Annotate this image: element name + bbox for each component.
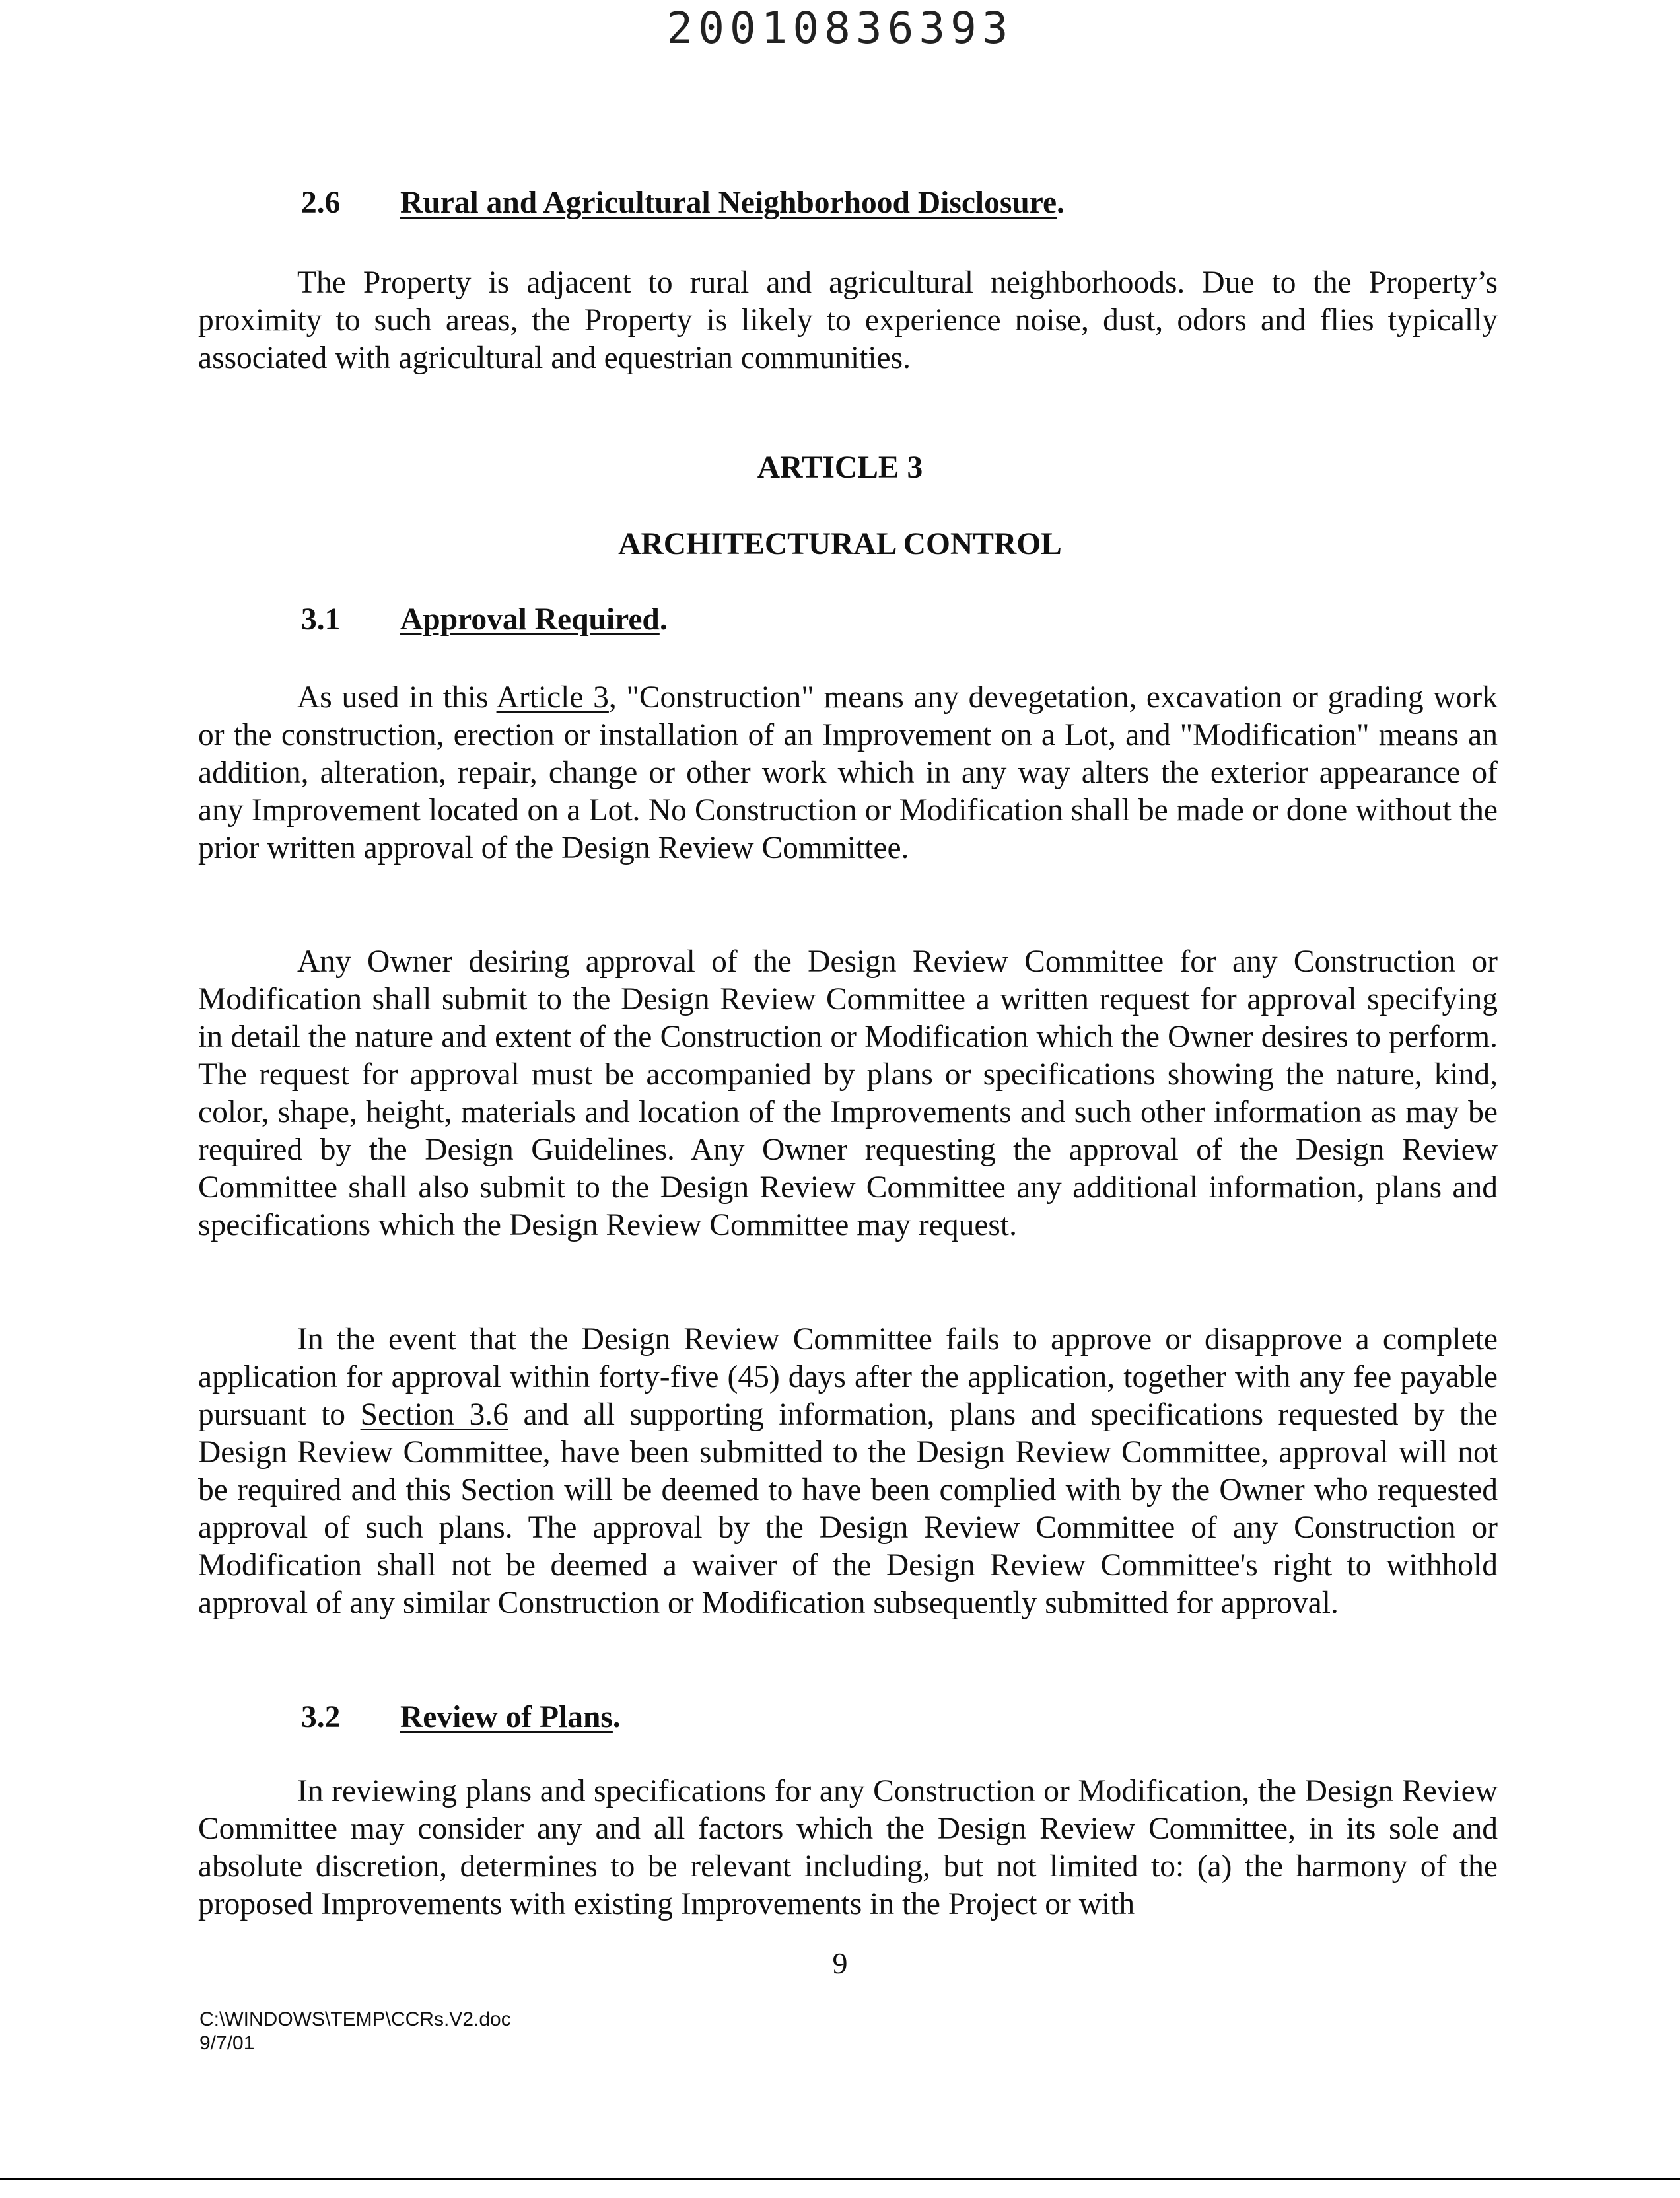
- section-number: 2.6: [301, 186, 341, 220]
- article-title: ARCHITECTURAL CONTROL: [618, 527, 1062, 561]
- section-3-1-paragraph-1: [198, 679, 1498, 867]
- article-3-reference: Article 3: [496, 680, 609, 715]
- article-label: ARTICLE 3: [757, 450, 923, 485]
- section-2-6-heading: [301, 184, 1065, 222]
- section-title: Review of Plans: [400, 1700, 613, 1734]
- section-3-1-paragraph-2: Any Owner desiring approval of the Design Review Committee for any Construction or Modification shall submit to the Design Review Committee a written request for approval specifying in detail the nature and extent of the Construction or Modification which the Owner desires to perform. The request for approval must be accompanied by plans or specifications showing the nature, kind, color, shape, height, materials and location of the Improvements and such other information as may be required by the Design Guidelines. Any Owner requesting the approval of the Design Review Committee shall also submit to the Design Review Committee any additional information, plans and specifications which the Design Review Committee may request.: [198, 944, 1498, 1242]
- paragraph-text: As used in this: [297, 680, 497, 715]
- section-3-6-reference: Section 3.6: [360, 1398, 508, 1432]
- section-title-period: .: [612, 1700, 621, 1734]
- section-3-1-heading: [301, 601, 668, 639]
- footer-file-path: C:\WINDOWS\TEMP\CCRs.V2.doc: [199, 2008, 511, 2030]
- section-3-2-heading: [301, 1699, 621, 1736]
- section-title: Approval Required: [400, 602, 660, 637]
- section-3-1-paragraph-3: [198, 1321, 1498, 1622]
- page-number: 9: [832, 1946, 848, 1980]
- paragraph-text: , "Construction" means any devegetation, excavation or grading work or the construction, erection or installation of an Improvement on a Lot, and "Modification" means an addition, alteration, repair, change or other work which in any way alters the exterior appearance of any Improvement located on a Lot. No Construction or Modification shall be made or done without the prior written approval of the Design Review Committee.: [198, 680, 1498, 865]
- paragraph-text: and all supporting information, plans and specifications requested by the Design Review Committee, have been submitted to the Design Review Committee, approval will not be required and this Section will be deemed to have been complied with by the Owner who requested approval of such plans. The approval by the Design Review Committee of any Construction or Modification shall not be deemed a waiver of the Design Review Committee's right to withhold approval of any similar Construction or Modification subsequently submitted for approval.: [198, 1398, 1498, 1620]
- section-title-period: .: [1057, 186, 1065, 220]
- section-number: 3.2: [301, 1700, 341, 1734]
- section-3-2-paragraph: In reviewing plans and specifications for any Construction or Modification, the Design Review Committee may consider any and all factors which the Design Review Committee, in its sole and absolute discretion, determines to be relevant including, but not limited to: (a) the harmony of the proposed Improvements with existing Improvements in the Project or with: [198, 1774, 1498, 1921]
- paragraph-text: In the event that the Design Review Committee fails to approve or disapprove a complete application for approval within forty-five (45) days after the application, together with any fee payable pursuant to: [198, 1322, 1498, 1432]
- section-title-period: .: [659, 602, 668, 637]
- section-2-6-paragraph: The Property is adjacent to rural and agricultural neighborhoods. Due to the Property’s proximity to such areas, the Property is likely to experience noise, dust, odors and flies typically associated with agricultural and equestrian communities.: [198, 266, 1498, 375]
- section-title: Rural and Agricultural Neighborhood Disclosure: [400, 186, 1057, 220]
- footer-date: 9/7/01: [199, 2032, 255, 2054]
- document-number: 20010836393: [666, 3, 1014, 53]
- bottom-rule: [0, 2178, 1680, 2180]
- section-number: 3.1: [301, 602, 341, 637]
